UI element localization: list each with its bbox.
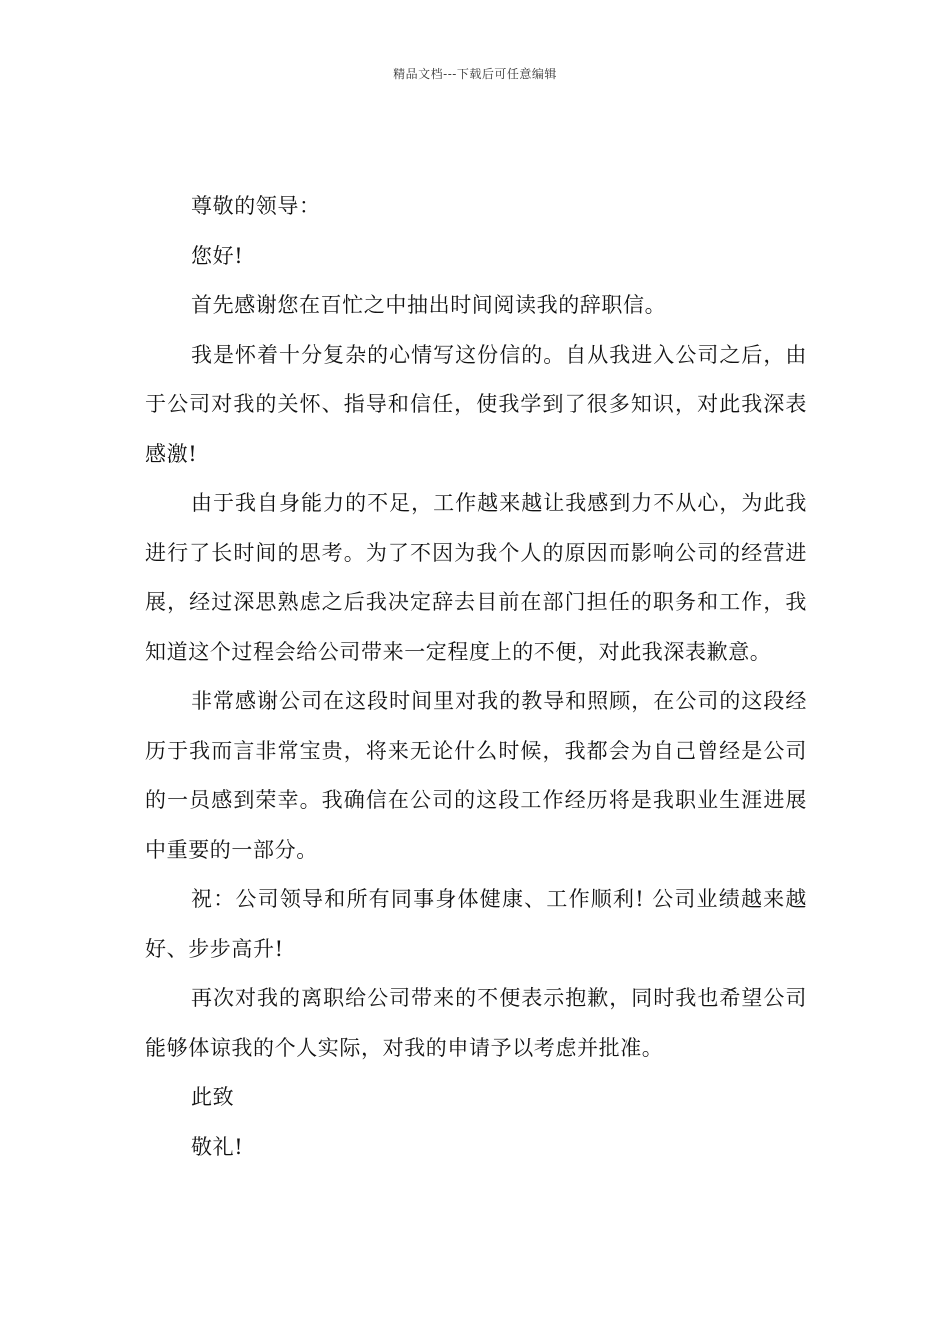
greeting: 您好! <box>191 243 244 268</box>
page-header: 精品文档---下载后可任意编辑 <box>393 67 557 81</box>
paragraph-feelings: 我是怀着十分复杂的心情写这份信的。自从我进入公司之后，由于公司对我的关怀、指导和信任，使我学到了很多知识，对此我深表感激! <box>145 342 807 466</box>
closing-line-1: 此致 <box>191 1085 235 1109</box>
paragraph-reason: 由于我自身能力的不足，工作越来越让我感到力不从心，为此我进行了长时间的思考。为了不因为我个人的原因而影响公司的经营进展，经过深思熟虑之后我决定辞去目前在部门担任的职务和工作，我知道这个过程会给公司带来一定程度上的不便，对此我深表歉意。 <box>145 491 807 664</box>
letter-body <box>145 182 807 1172</box>
salutation: 尊敬的领导： <box>191 194 321 218</box>
paragraph-gratitude: 非常感谢公司在这段时间里对我的教导和照顾，在公司的这段经历于我而言非常宝贵，将来无论什么时候，我都会为自己曾经是公司的一员感到荣幸。我确信在公司的这段工作经历将是我职业生涯进展中重要的一部分。 <box>145 689 807 862</box>
paragraph-wishes: 祝：公司领导和所有同事身体健康、工作顺利! 公司业绩越来越好、步步高升! <box>145 887 807 961</box>
paragraph-thanks: 首先感谢您在百忙之中抽出时间阅读我的辞职信。 <box>191 293 667 317</box>
closing-line-2: 敬礼! <box>191 1134 244 1159</box>
paragraph-apology: 再次对我的离职给公司带来的不便表示抱歉，同时我也希望公司能够体谅我的个人实际，对我的申请予以考虑并批准。 <box>145 986 807 1060</box>
